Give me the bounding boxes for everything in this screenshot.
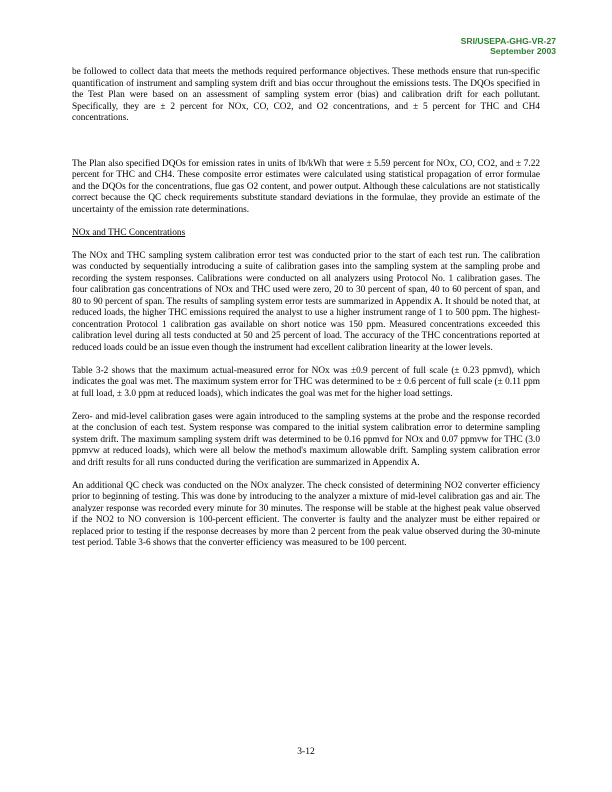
paragraph-calibration-error-test: The NOx and THC sampling system calibration error test was conducted prior to the start of each test run. The calibration was conducted by sequentially introducing a suite of calibration gases into the sampling system at the sampling probe and recording the system responses. Calibrations were conducted on all analyzers using Protocol No. 1 calibration gases. The four calibration gas concentrations of NOx and THC used were zero, 20 to 30 percent of span, 40 to 60 percent of span, and 80 to 90 percent of span. The results of sampling system error tests are summarized in Appendix A. It should be noted that, at reduced loads, the higher THC emissions required the analyst to use a higher instrument range of 1 to 500 ppm. The highest-concentration Protocol 1 calibration gas available on short notice was 150 ppm. Measured concentrations exceeded this calibration level during all tests conducted at 50 and 25 percent of load. The accuracy of the THC concentrations reported at reduced loads could be an issue even though the instrument had excellent calibration linearity at the lower levels. <box>72 250 540 353</box>
section-heading: NOx and THC Concentrations <box>72 227 186 238</box>
paragraph-dqo-concentrations: be followed to collect data that meets the methods required performance objectives. These methods ensure that run-specific quantification of instrument and sampling system drift and bias occur throughout the emissions tests. The DQOs specified in the Test Plan were based on an assessment of sampling system error (bias) and calibration drift for each pollutant. Specifically, they are ± 2 percent for NOx, CO, CO2, and O2 concentrations, and ± 5 percent for THC and CH4 concentrations. <box>72 67 540 123</box>
report-id: SRI/USEPA-GHG-VR-27 <box>460 36 556 46</box>
page-header <box>461 36 556 56</box>
paragraph-dqo-emission-rates: The Plan also specified DQOs for emission rates in units of lb/kWh that were ± 5.59 percent for NOx, CO, CO2, and ± 7.22 percent for THC and CH4. These composite error estimates were calculated using statistical propagation of error formulae and the DQOs for the concentrations, flue gas O2 content, and power output. Although these calculations are not statistically correct because the QC check requirements substitute standard deviations in the formulae, they provide an estimate of the uncertainty of the emission rate determinations. <box>72 158 540 215</box>
paragraph-sampling-system-drift: Zero- and mid-level calibration gases were again introduced to the sampling systems at the probe and the response recorded at the conclusion of each test. System response was compared to the initial system calibration error to determine sampling system drift. The maximum sampling system drift was determined to be 0.16 ppmvd for NOx and 0.07 ppmvw for THC (3.0 ppmvw at reduced loads), which were all below the method's maximum allowable drift. Sampling system calibration error and drift results for all runs conducted during the verification are summarized in Appendix A. <box>72 411 540 468</box>
paragraph-converter-efficiency: An additional QC check was conducted on the NOx analyzer. The check consisted of determining NO2 converter efficiency prior to beginning of testing. This was done by introducing to the analyzer a mixture of mid-level calibration gas and air. The analyzer response was recorded every minute for 30 minutes. The response will be stable at the highest peak value observed if the NO2 to NO conversion is 100-percent efficient. The converter is faulty and the analyzer must be either repaired or replaced prior to testing if the response decreases by more than 2 percent from the peak value observed during the 30-minute test period. Table 3-6 shows that the converter efficiency was measured to be 100 percent. <box>72 480 540 548</box>
body-text <box>72 67 540 561</box>
paragraph-table-3-2-results: Table 3-2 shows that the maximum actual-measured error for NOx was ±0.9 percent of full scale (± 0.23 ppmvd), which indicates the goal was met. The maximum system error for THC was determined to be ± 0.6 percent of full scale (± 0.11 ppm at full load, ± 3.0 ppm at reduced loads), which indicates the goal was met for the higher load settings. <box>72 365 540 399</box>
page-number: 3-12 <box>297 747 315 757</box>
report-date: September 2003 <box>490 46 556 56</box>
